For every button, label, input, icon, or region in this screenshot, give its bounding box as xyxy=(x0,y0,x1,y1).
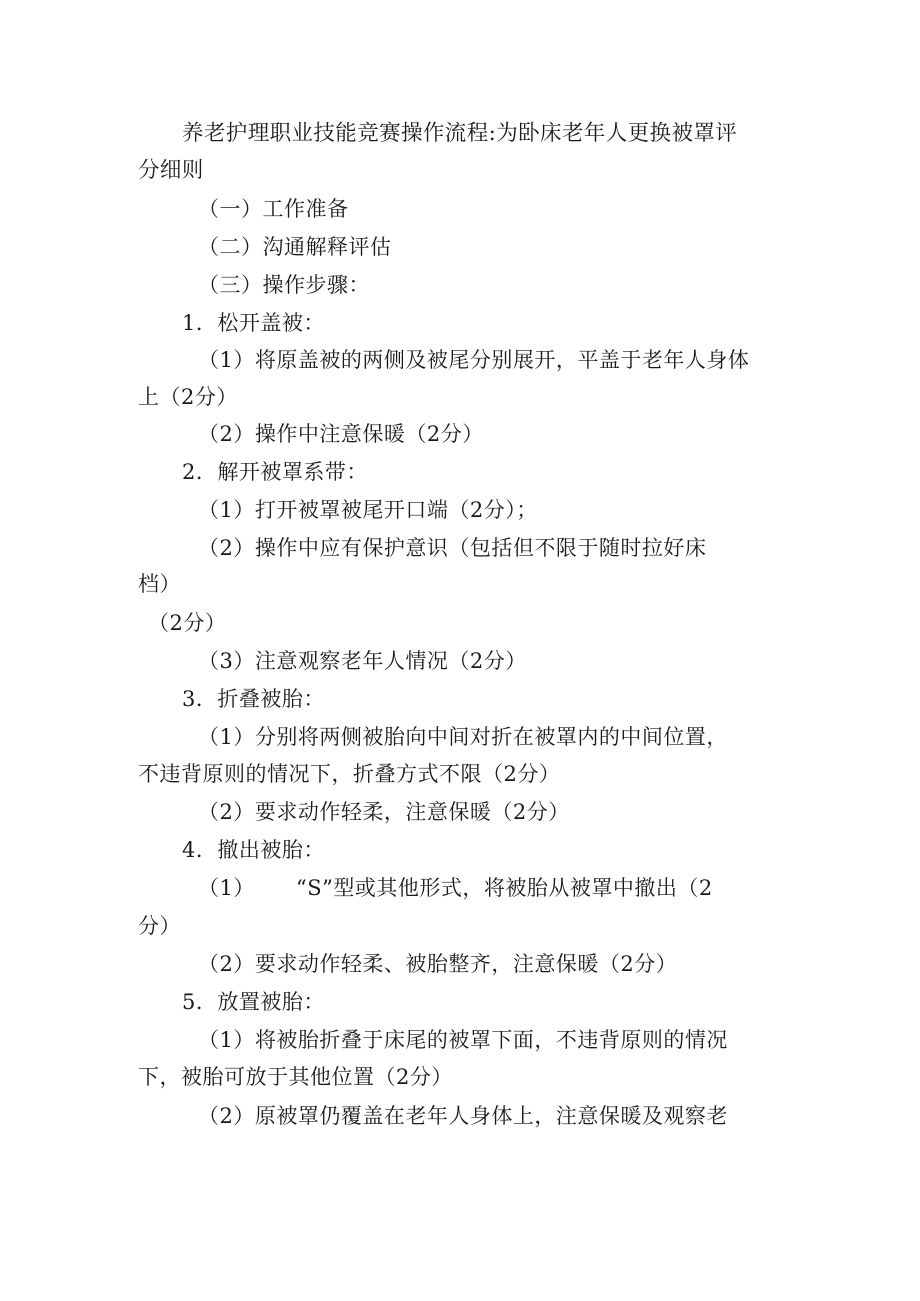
step-4-item-2: （2）要求动作轻柔、被胎整齐，注意保暖（2分） xyxy=(198,952,678,976)
step-5-item-1-line-1: （1）将被胎折叠于床尾的被罩下面，不违背原则的情况 xyxy=(198,1028,728,1052)
step-3-item-1-line-1: （1）分别将两侧被胎向中间对折在被罩内的中间位置， xyxy=(198,725,728,749)
step-3-heading: 3．折叠被胎： xyxy=(182,687,325,711)
step-2-heading: 2．解开被罩系带： xyxy=(182,460,368,484)
step-2-item-2-line-3: （2分） xyxy=(148,611,227,635)
step-1-heading: 1．松开盖被： xyxy=(182,311,325,335)
step-3-item-2: （2）要求动作轻柔，注意保暖（2分） xyxy=(198,800,570,824)
step-4-item-1-line-2: 分） xyxy=(138,914,181,938)
step-5-item-1-line-2: 下，被胎可放于其他位置（2分） xyxy=(138,1065,453,1089)
step-4-item-1-line-1: “S”型或其他形式，将被胎从被罩中撤出（2 xyxy=(296,876,713,900)
step-4-item-1-prefix: （1） xyxy=(198,876,255,900)
step-5-heading: 5．放置被胎： xyxy=(182,990,325,1014)
step-3-item-1-line-2: 不违背原则的情况下，折叠方式不限（2分） xyxy=(138,762,561,786)
step-2-item-1: （1）打开被罩被尾开口端（2分）； xyxy=(198,498,538,522)
document-title-line-1: 养老护理职业技能竞赛操作流程:为卧床老年人更换被罩评 xyxy=(182,121,738,146)
section-work-preparation: （一）工作准备 xyxy=(198,197,349,221)
step-1-item-1-line-1: （1）将原盖被的两侧及被尾分别展开，平盖于老年人身体 xyxy=(198,348,750,372)
step-5-item-2-line-1: （2）原被罩仍覆盖在老年人身体上，注意保暖及观察老 xyxy=(198,1104,728,1128)
step-2-item-3: （3）注意观察老年人情况（2分） xyxy=(198,649,527,673)
step-2-item-2-line-2: 档） xyxy=(138,572,181,596)
section-communication-assessment: （二）沟通解释评估 xyxy=(198,235,392,259)
section-operation-steps: （三）操作步骤： xyxy=(198,273,370,297)
document-title-line-2: 分细则 xyxy=(138,158,204,183)
step-1-item-1-line-2: 上（2分） xyxy=(138,385,238,409)
step-1-item-2: （2）操作中注意保暖（2分） xyxy=(198,422,484,446)
step-4-heading: 4．撤出被胎： xyxy=(182,838,325,862)
step-2-item-2-line-1: （2）操作中应有保护意识（包括但不限于随时拉好床 xyxy=(198,536,707,560)
